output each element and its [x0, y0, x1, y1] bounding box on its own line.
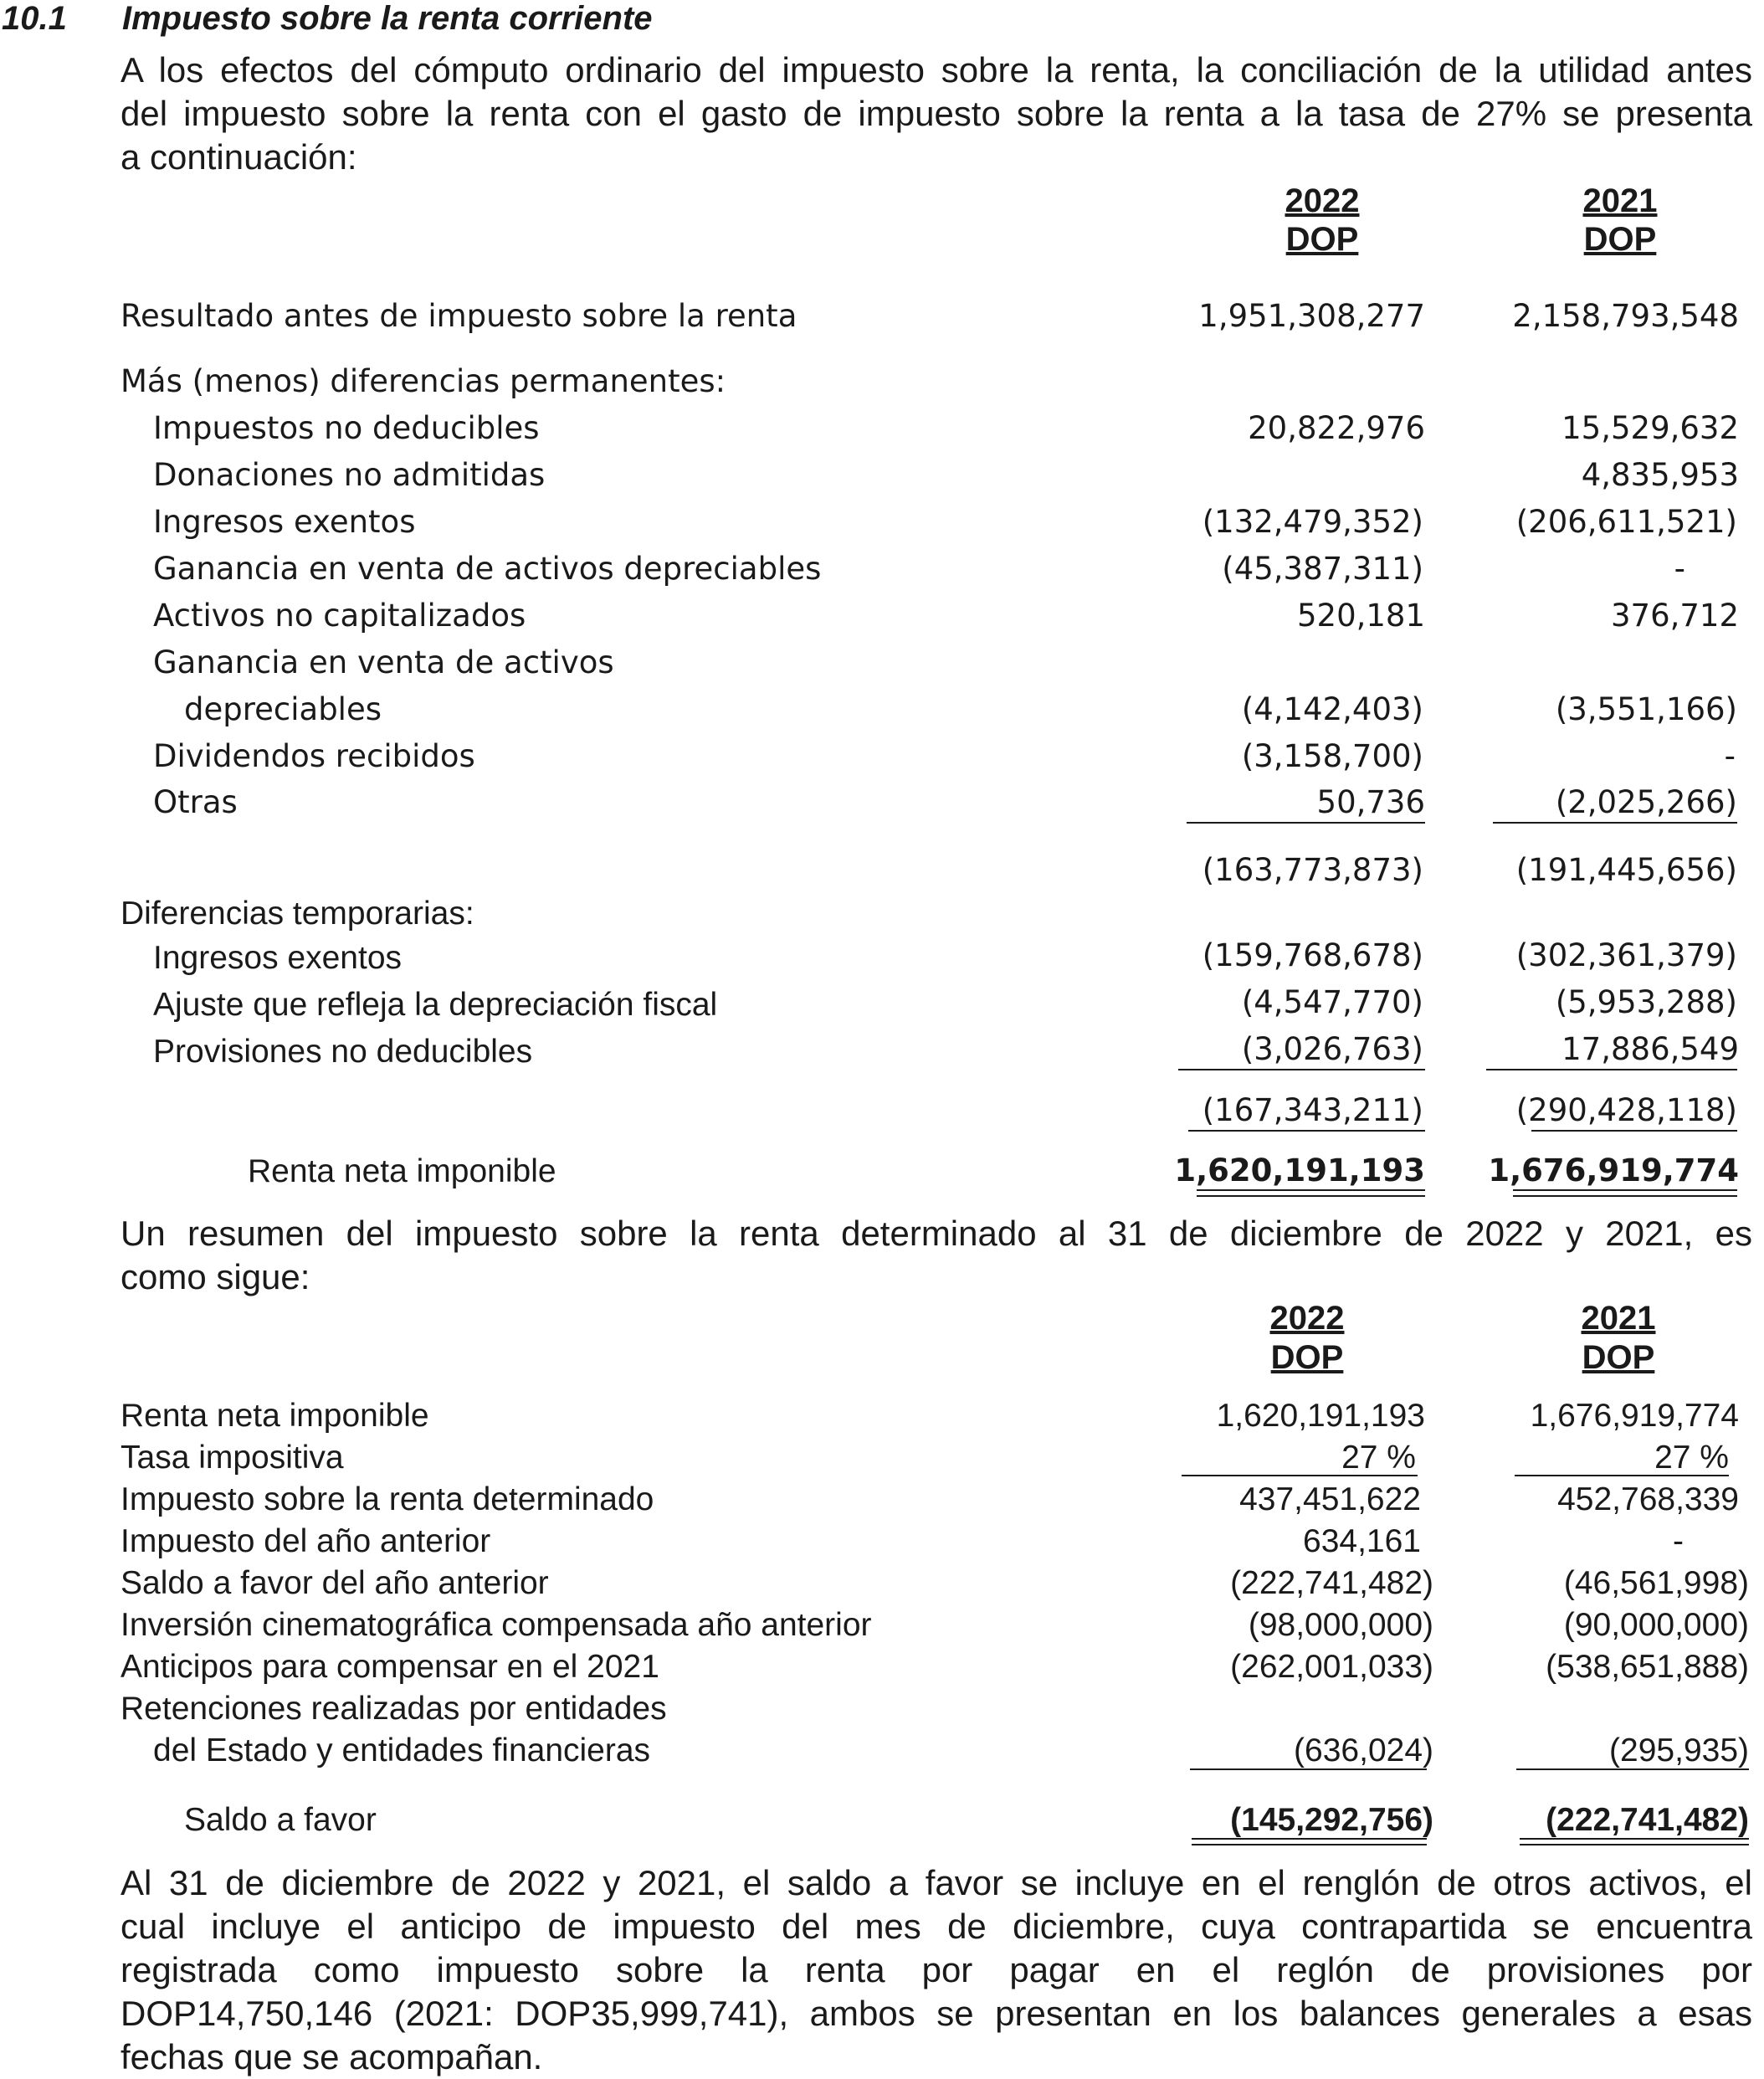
t2-row-2022: (636,024): [1294, 1732, 1433, 1768]
t1-header-currency-2021: DOP: [1583, 221, 1657, 258]
t1-perm-label: Activos no capitalizados: [153, 598, 526, 634]
t1-perm-2021: -: [1674, 551, 1685, 587]
t1-perm-2021: (206,611,521): [1515, 504, 1737, 540]
closing-line: Al 31 de diciembre de 2022 y 2021, el saldo a favor se incluye en el renglón de otros activos, el: [121, 1863, 1752, 1902]
t2-row-2022: 27 %: [1341, 1440, 1416, 1476]
t2-row-2021: -: [1673, 1523, 1684, 1559]
t2-row-label: del Estado y entidades financieras: [153, 1732, 651, 1768]
t1-perm-label: Ganancia en venta de activos: [153, 644, 614, 680]
t1-temp-2022: (4,547,770): [1241, 984, 1423, 1020]
t2-row-2021: (295,935): [1609, 1732, 1749, 1768]
t1-perm-label: Ganancia en venta de activos depreciables: [153, 551, 822, 587]
t1-header-year-2021: 2021: [1582, 182, 1658, 219]
t2-total-2021: (222,741,482): [1546, 1802, 1749, 1838]
t1-perm-label: Dividendos recibidos: [153, 738, 475, 774]
t1-perm-subtotal-rule-2021: [1493, 822, 1737, 824]
t1-perm-2022: 50,736: [1316, 784, 1425, 820]
t2-row-2022: 1,620,191,193: [1216, 1398, 1425, 1434]
t2-header-year-2021: 2021: [1581, 1300, 1656, 1337]
t1-perm-2021: (3,551,166): [1555, 691, 1737, 727]
intro-line: A los efectos del cómputo ordinario del impuesto sobre la renta, la conciliación de la utilidad antes: [121, 50, 1752, 90]
t1-temp-2022: (159,768,678): [1202, 937, 1423, 973]
t2-row-label: Anticipos para compensar en el 2021: [121, 1649, 659, 1685]
t2-row-label: Inversión cinematográfica compensada año anterior: [121, 1607, 872, 1643]
t1-perm-2021: (2,025,266): [1555, 784, 1737, 820]
t1-perm-2022: (45,387,311): [1222, 551, 1423, 587]
t2-row-2022: (98,000,000): [1248, 1607, 1433, 1643]
t2-row-2021: 1,676,919,774: [1530, 1398, 1739, 1434]
t2-total-double-rule-2022: [1192, 1838, 1427, 1845]
t2-header-currency-2022: DOP: [1270, 1339, 1344, 1376]
t1-result-label: Resultado antes de impuesto sobre la renta: [121, 298, 797, 334]
t1-net-double-rule-2021: [1513, 1189, 1737, 1197]
t1-temp-2022: (3,026,763): [1241, 1031, 1423, 1067]
t2-row-2022: 437,451,622: [1239, 1481, 1421, 1517]
t1-perm-2021: -: [1724, 738, 1736, 774]
t1-temp-total-2022: (167,343,211): [1202, 1092, 1423, 1128]
t1-perm-label: Donaciones no admitidas: [153, 457, 546, 493]
t1-perm-2022: (132,479,352): [1202, 504, 1423, 540]
t2-withholding-rule-2021: [1516, 1768, 1749, 1770]
t2-row-2022: (222,741,482): [1230, 1565, 1433, 1601]
t1-net-double-rule-2022: [1197, 1189, 1425, 1197]
t1-result-2021: 2,158,793,548: [1512, 298, 1739, 334]
t2-row-2022: 634,161: [1303, 1523, 1421, 1559]
closing-line: fechas que se acompañan.: [121, 2037, 543, 2076]
t1-perm-2022: 20,822,976: [1248, 410, 1425, 446]
section-number: 10.1: [2, 0, 67, 37]
t2-withholding-rule-2022: [1190, 1768, 1427, 1770]
t2-row-label: Impuesto del año anterior: [121, 1523, 491, 1559]
t1-temp-total-rule-2022: [1188, 1130, 1425, 1132]
closing-line: DOP14,750,146 (2021: DOP35,999,741), ambos se presentan en los balances generales a esas: [121, 1994, 1752, 2033]
t2-total-double-rule-2021: [1520, 1838, 1749, 1845]
t1-result-2022: 1,951,308,277: [1198, 298, 1425, 334]
t1-temporary-heading: Diferencias temporarias:: [121, 896, 474, 932]
t1-net-2022: 1,620,191,193: [1174, 1152, 1425, 1188]
t2-row-2021: (538,651,888): [1546, 1649, 1749, 1685]
closing-line: registrada como impuesto sobre la renta por pagar en el reglón de provisiones por: [121, 1950, 1752, 1989]
t2-rate-rule-2022: [1182, 1475, 1418, 1476]
t1-perm-label: Impuestos no deducibles: [153, 410, 540, 446]
t2-row-label: Retenciones realizadas por entidades: [121, 1691, 667, 1727]
t1-header-currency-2022: DOP: [1285, 221, 1359, 258]
t2-row-label: Saldo a favor del año anterior: [121, 1565, 549, 1601]
t2-row-2021: 27 %: [1654, 1440, 1729, 1476]
t1-perm-subtotal-rule-2022: [1187, 822, 1425, 824]
closing-paragraph: [121, 1861, 1752, 2079]
t1-temp-subtotal-rule-2021: [1486, 1069, 1737, 1070]
t1-perm-label: Ingresos exentos: [153, 504, 416, 540]
t2-row-label: Renta neta imponible: [121, 1398, 429, 1434]
t1-temp-label: Ingresos exentos: [153, 940, 403, 976]
t2-total-2022: (145,292,756): [1230, 1802, 1433, 1838]
t1-temp-label: Ajuste que refleja la depreciación fiscal: [153, 987, 718, 1023]
t2-row-label: Impuesto sobre la renta determinado: [121, 1481, 654, 1517]
t1-temp-total-rule-2021: [1531, 1130, 1737, 1132]
closing-line: cual incluye el anticipo de impuesto del mes de diciembre, cuya contrapartida se encuentra: [121, 1907, 1752, 1946]
intro-line: del impuesto sobre la renta con el gasto de impuesto sobre la renta a la tasa de 27% se presenta: [121, 94, 1752, 133]
t2-row-2021: (90,000,000): [1563, 1607, 1749, 1643]
t1-perm-label: depreciables: [184, 691, 382, 727]
t1-temp-label: Provisiones no deducibles: [153, 1034, 533, 1070]
summary-paragraph: [121, 1212, 1752, 1299]
intro-line: a continuación:: [121, 137, 357, 177]
t2-total-label: Saldo a favor: [184, 1802, 377, 1838]
t1-perm-2021: 15,529,632: [1561, 410, 1739, 446]
summary-line: Un resumen del impuesto sobre la renta determinado al 31 de diciembre de 2022 y 2021, es: [121, 1214, 1752, 1253]
t1-temp-2021: (302,361,379): [1515, 937, 1737, 973]
t1-permanent-heading: Más (menos) diferencias permanentes:: [121, 363, 726, 399]
summary-line: como sigue:: [121, 1257, 310, 1296]
intro-paragraph: [121, 49, 1752, 179]
t1-perm-label: Otras: [153, 784, 238, 820]
t2-row-2021: (46,561,998): [1563, 1565, 1749, 1601]
t1-perm-2022: (3,158,700): [1241, 738, 1423, 774]
t1-perm-total-2022: (163,773,873): [1202, 852, 1423, 888]
section-title: Impuesto sobre la renta corriente: [122, 0, 653, 37]
t2-header-currency-2021: DOP: [1582, 1339, 1655, 1376]
t1-net-2021: 1,676,919,774: [1488, 1152, 1739, 1188]
t1-temp-total-2021: (290,428,118): [1515, 1092, 1737, 1128]
t2-row-2022: (262,001,033): [1230, 1649, 1433, 1685]
t2-rate-rule-2021: [1515, 1475, 1729, 1476]
t1-perm-2021: 376,712: [1610, 598, 1739, 634]
t1-temp-2021: (5,953,288): [1555, 984, 1737, 1020]
t2-row-2021: 452,768,339: [1557, 1481, 1739, 1517]
t1-header-year-2022: 2022: [1285, 182, 1360, 219]
t1-perm-2022: 520,181: [1296, 598, 1425, 634]
t1-perm-total-2021: (191,445,656): [1515, 852, 1737, 888]
t2-row-label: Tasa impositiva: [121, 1440, 344, 1476]
t1-temp-subtotal-rule-2022: [1178, 1069, 1425, 1070]
t2-header-year-2022: 2022: [1269, 1300, 1345, 1337]
t1-temp-2021: 17,886,549: [1561, 1031, 1739, 1067]
t1-perm-2022: (4,142,403): [1241, 691, 1423, 727]
t1-perm-2021: 4,835,953: [1581, 457, 1739, 493]
t1-net-label: Renta neta imponible: [248, 1153, 556, 1189]
